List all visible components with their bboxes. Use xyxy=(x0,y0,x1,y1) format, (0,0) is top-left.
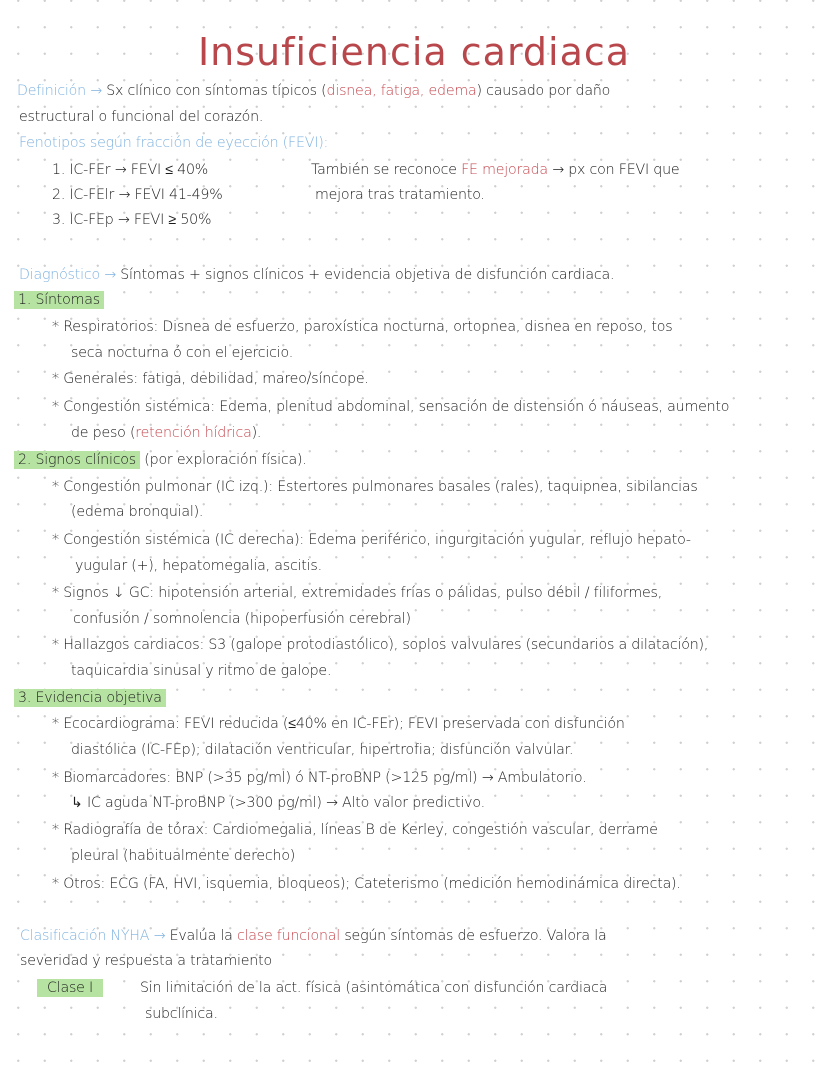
note-highlight: FE mejorada xyxy=(461,162,548,178)
nyha-class-1-desc-cont: subclínica. xyxy=(145,1006,218,1022)
sign-bullet-cont: yugular (+), hepatomegalia, ascitis. xyxy=(75,558,322,574)
diagnosis-line xyxy=(19,265,614,285)
nyha-text: Evalúa la xyxy=(169,928,237,944)
bullet-text-end: ). xyxy=(251,425,262,441)
definition-symptoms: disnea, fatiga, edema xyxy=(326,83,477,99)
definition-text: Sx clínico con síntomas típicos ( xyxy=(106,83,327,99)
symptom-bullet: * Congestión sistémica: Edema, plenitud abdominal, sensación de distensión ó náuseas, aumento xyxy=(52,399,730,415)
item-text: IC-FEr → FEVI ≤ 40% xyxy=(69,162,209,178)
definition-text-end: ) causado por daño xyxy=(476,83,611,99)
symptom-bullet-cont: seca nocturna ó con el ejercicio. xyxy=(71,345,294,361)
sign-bullet: * Hallazgos cardiacos: S3 (galope protodiastólico), soplos valvulares (secundarios a dilatación), xyxy=(52,637,709,653)
definition-label: Definición → xyxy=(17,83,102,99)
evidence-bullet-cont: pleural (habitualmente derecho) xyxy=(71,848,296,864)
symptom-bullet: * Generales: fatiga, debilidad, mareo/síncope. xyxy=(52,371,369,387)
bullet-text: de peso ( xyxy=(71,425,136,441)
phenotype-item-1 xyxy=(52,160,208,180)
symptom-bullet-cont xyxy=(71,423,261,443)
phenotype-note-line-2: mejora tras tratamiento. xyxy=(315,187,485,203)
diagnosis-label: Diagnóstico → xyxy=(19,267,116,283)
definition-line-1 xyxy=(17,81,610,101)
sign-bullet-cont: (edema bronquial). xyxy=(71,504,204,520)
section-highlight: 2. Signos clínicos xyxy=(14,451,140,469)
sign-bullet: * Congestión pulmonar (IC izq.): Estertores pulmonares basales (rales), taquipnea, sibilancias xyxy=(52,479,698,495)
item-number: 3. xyxy=(52,212,66,228)
section-heading-symptoms xyxy=(14,290,104,310)
item-text: IC-FEp → FEVI ≥ 50% xyxy=(69,212,212,228)
phenotype-item-2 xyxy=(52,185,223,205)
section-highlight: 1. Síntomas xyxy=(14,291,104,309)
note-text-end: → px con FEVI que xyxy=(547,162,680,178)
nyha-highlight: clase funcional xyxy=(236,928,341,944)
section-suffix: (por exploración física). xyxy=(144,452,307,468)
sign-bullet-cont: taquicardia sinusal y ritmo de galope. xyxy=(71,663,332,679)
note-text: También se reconoce xyxy=(311,162,462,178)
section-heading-evidence xyxy=(14,688,166,708)
nyha-line-1 xyxy=(20,926,606,946)
page-title: Insuficiencia cardiaca xyxy=(197,30,631,74)
evidence-bullet: * Otros: ECG (FA, HVI, isquemia, bloqueos); Cateterismo (medición hemodinámica directa). xyxy=(52,876,681,892)
evidence-bullet: * Biomarcadores: BNP (>35 pg/ml) ó NT-proBNP (>125 pg/ml) → Ambulatorio. xyxy=(52,770,587,786)
phenotype-note-line-1 xyxy=(311,160,679,180)
nyha-label: Clasificación NYHA → xyxy=(20,928,166,944)
nyha-text-end: según síntomas de esfuerzo. Valora la xyxy=(340,928,607,944)
section-heading-signs xyxy=(14,450,307,470)
symptom-bullet: * Respiratorios: Disnea de esfuerzo, paroxística nocturna, ortopnea, disnea en reposo, tos xyxy=(52,319,673,335)
item-number: 2. xyxy=(52,187,66,203)
evidence-bullet: * Radiografía de tórax: Cardiomegalia, líneas B de Kerley, congestión vascular, derrame xyxy=(52,822,658,838)
item-text: IC-FElr → FEVI 41-49% xyxy=(69,187,223,203)
class-highlight: Clase I xyxy=(37,979,103,997)
sign-bullet: * Congestión sistémica (IC derecha): Edema periférico, ingurgitación yugular, reflujo hepato- xyxy=(52,532,691,548)
evidence-bullet-cont: diastólica (IC-FEp); dilatación ventricular, hipertrofia; disfunción valvular. xyxy=(71,742,574,758)
nyha-class-1-desc: Sin limitación de la act. física (asintomática con disfunción cardiaca xyxy=(140,980,608,996)
diagnosis-text: Síntomas + signos clínicos + evidencia objetiva de disfunción cardiaca. xyxy=(120,267,615,283)
nyha-class-1-label xyxy=(37,978,103,998)
evidence-bullet: * Ecocardiograma: FEVI reducida (≤40% en IC-FEr); FEVI preservada con disfunción xyxy=(52,716,625,732)
phenotypes-heading: Fenotipos según fracción de eyección (FEVI): xyxy=(19,135,329,151)
nyha-line-2: severidad y respuesta a tratamiento xyxy=(20,953,272,969)
sign-bullet-cont: confusión / somnolencia (hipoperfusión cerebral) xyxy=(73,611,411,627)
phenotype-item-3 xyxy=(52,210,211,230)
evidence-bullet-cont: ↳ IC aguda NT-proBNP (>300 pg/ml) → Alto valor predictivo. xyxy=(71,795,485,811)
item-number: 1. xyxy=(52,162,66,178)
section-highlight: 3. Evidencia objetiva xyxy=(14,689,166,707)
bullet-highlight: retención hídrica xyxy=(135,425,252,441)
definition-line-2: estructural o funcional del corazón. xyxy=(19,109,264,125)
sign-bullet: * Signos ↓ GC: hipotensión arterial, extremidades frías o pálidas, pulso débil / filiformes, xyxy=(52,585,662,601)
